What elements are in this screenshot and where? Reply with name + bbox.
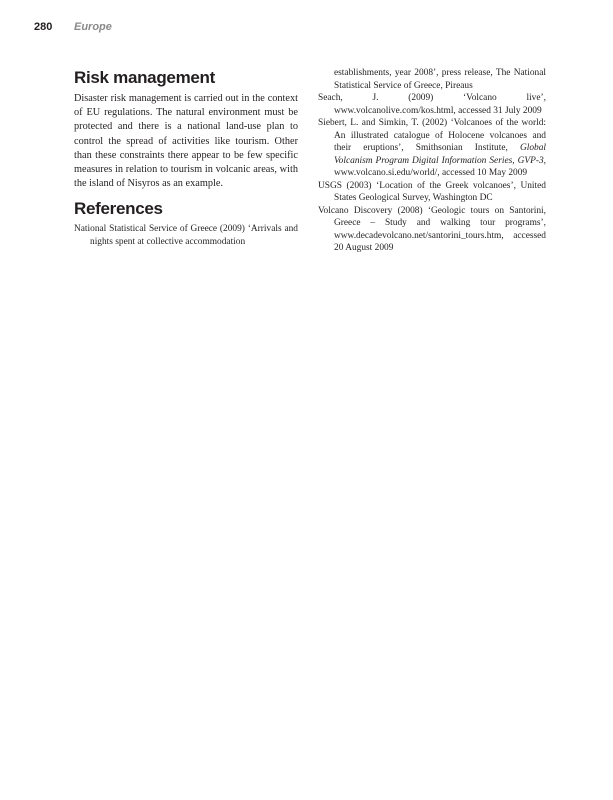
siebert-text: Siebert, L. and Simkin, T. (2002) ‘Volcanoes of the world: An illustrated catalogue of Holocene volcanoes and their eruptions’, Smithsonian Institute, <box>318 118 546 153</box>
reference-usgs: USGS (2003) ‘Location of the Greek volcanoes’, United States Geological Survey, Washington DC <box>318 180 546 203</box>
reference-nssg-continued: establishments, year 2008’, press release, The National Statistical Service of Greece, Pireaus <box>334 68 546 91</box>
section-name: Europe <box>74 21 112 33</box>
references-heading: References <box>74 199 163 219</box>
right-column <box>318 67 546 255</box>
siebert-url: , www.volcano.si.edu/world/, accessed 10 May 2009 <box>334 155 546 178</box>
reference-nssg: National Statistical Service of Greece (2009) ‘Arrivals and nights spent at collective accommodation <box>74 224 298 247</box>
page-number: 280 <box>34 21 53 33</box>
reference-volcano-discovery: Volcano Discovery (2008) ‘Geologic tours on Santorini, Greece – Study and walking tour programs’, www.decadevolcano.net/santorini_tours.htm, accessed 20 August 2009 <box>318 205 546 253</box>
running-head <box>34 21 112 34</box>
siebert-series: Global Volcanism Program Digital Information Series, GVP-3 <box>334 143 546 166</box>
reference-seach: Seach, J. (2009) ‘Volcano live’, www.volcanolive.com/kos.html, accessed 31 July 2009 <box>318 93 546 116</box>
reference-siebert <box>318 117 546 180</box>
risk-management-heading: Risk management <box>74 68 215 87</box>
left-column <box>74 68 298 248</box>
risk-management-paragraph: Disaster risk management is carried out in the context of EU regulations. The natural environment must be protected and there is a national land-use plan to control the spread of activities like tourism. Other than these constraints there appear to be few specific measures in relation to tourism in volcanic areas, with the island of Nisyros as an example. <box>74 93 298 190</box>
